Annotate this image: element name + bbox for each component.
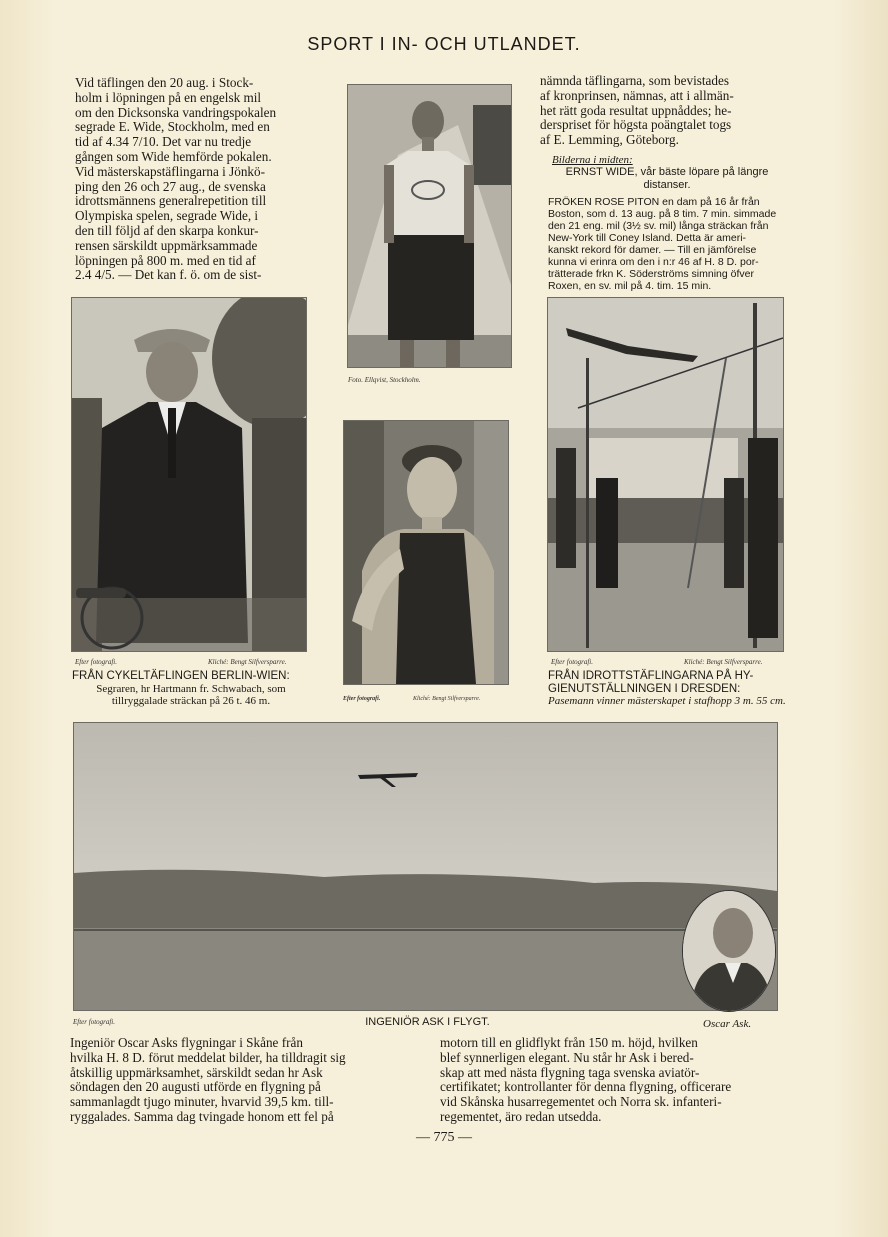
text-line: den till följd af den skarpa konkur-	[75, 222, 259, 238]
photo-plane-panorama	[73, 722, 778, 1011]
text-line: gången som Wide hemförde pokalen.	[75, 148, 272, 164]
text-line: Ingeniör Oscar Asks flygningar i Skåne från	[70, 1035, 303, 1050]
page-header: SPORT I IN- OCH UTLANDET.	[307, 34, 581, 54]
caption-plane: INGENIÖR ASK I FLYGT.	[365, 1016, 490, 1028]
text-line: kunna vi erinra om den i n:r 46 af H. 8 D. por-	[548, 256, 759, 268]
caption-cyclist	[72, 670, 310, 708]
text-line: af E. Lemming, Göteborg.	[540, 132, 679, 148]
text-line: Roxen, en sv. mil på 4. tim. 15 min.	[548, 280, 712, 292]
credit-cyclist-cliche: Kliché: Bengt Silfversparre.	[208, 658, 287, 666]
text-line: 2.4 4/5. — Det kan f. ö. om de sist-	[75, 267, 262, 283]
bottom-left-column	[70, 1036, 413, 1125]
text-line: ping den 26 och 27 aug., de svenska	[75, 178, 266, 194]
article-right-column	[540, 74, 786, 148]
credit-swimmer-cliche: Kliché: Bengt Silfversparre.	[413, 696, 481, 702]
photo-ernst-wide	[347, 84, 512, 368]
caption-cyclist-body: Segraren, hr Hartmann fr. Schwabach, som tillryggalade sträckan på 26 t. 46 m.	[96, 682, 286, 707]
text-line: holm i löpningen på en engelsk mil	[75, 89, 262, 105]
text-line: derspriset för högsta poängtalet togs	[540, 117, 732, 133]
caption-cyclist-title: FRÅN CYKELTÄFLINGEN BERLIN-WIEN:	[72, 670, 290, 682]
text-line: blef synnerligen elegant. Nu står hr Ask i bered-	[440, 1049, 694, 1065]
photo-cyclist	[71, 297, 307, 652]
middle-caption-block	[548, 154, 786, 292]
text-line: Vid mästerskapstäflingarna i Jönkö-	[75, 163, 266, 179]
caption-vault	[548, 670, 788, 708]
text-line: ryggalades. Samma dag tvingade honom ett fel på	[70, 1108, 334, 1124]
bottom-right-column	[440, 1036, 780, 1125]
text-line: den 21 eng. mil (3½ sv. mil) långa sträckan från	[548, 220, 769, 232]
caption-portrait-name: Oscar Ask.	[703, 1018, 752, 1030]
text-line: af kronprinsen, nämnas, att i allmän-	[540, 87, 734, 103]
text-line: Boston, som d. 13 aug. på 8 tim. 7 min. simmade	[548, 208, 777, 220]
credit-wide: Foto. Ellqvist, Stockholm.	[348, 376, 421, 384]
text-line: FRÖKEN ROSE PITON en dam på 16 år från	[548, 196, 760, 208]
text-line: hvilka H. 8 D. förut meddelat bilder, ha tilldragit sig	[70, 1049, 346, 1065]
text-line: tid af 4.34 7/10. Det var nu tredje	[75, 134, 252, 150]
caption-vault-title: FRÅN IDROTTSTÄFLINGARNA PÅ HY-GIENUTSTÄLLNINGEN I DRESDEN:	[548, 670, 754, 695]
credit-vault-cliche: Kliché: Bengt Silfversparre.	[684, 658, 763, 666]
text-line: söndagen den 20 augusti utförde en flygning på	[70, 1079, 321, 1095]
text-line: Vid täflingen den 20 aug. i Stock-	[75, 75, 254, 90]
text-line: motorn till en glidflykt från 150 m. höjd, hvilken	[440, 1035, 698, 1050]
credit-plane-photo: Efter fotografi.	[73, 1018, 115, 1026]
portrait-oscar-ask	[682, 890, 776, 1012]
text-line: segrade E. Wide, Stockholm, med en	[75, 119, 270, 135]
caption-piton	[548, 196, 786, 292]
caption-wide: ERNST WIDE, vår bäste löpare på längre distanser.	[565, 166, 769, 191]
photo-swimmer	[343, 420, 509, 685]
text-line: om den Dicksonska vandringspokalen	[75, 104, 277, 120]
text-line: rensen särskildt uppmärksammade	[75, 237, 258, 253]
text-line: sammanlagdt tjugo minuter, hvarvid 39,5 km. till-	[70, 1094, 334, 1110]
text-line: het rätt goda resultat uppnåddes; he-	[540, 102, 732, 118]
text-line: Olympiska spelen, segrade Wide, i	[75, 208, 259, 224]
caption-heading: Bilderna i midten:	[552, 154, 633, 166]
credit-swimmer-photo: Efter fotografi.	[343, 696, 381, 702]
text-line: kanskt rekord för damer. — Till en jämförelse	[548, 244, 757, 256]
text-line: New-York till Coney Island. Detta är ameri-	[548, 232, 747, 244]
text-line: löpningen på 800 m. med en tid af	[75, 252, 256, 268]
credit-cyclist-photo: Efter fotografi.	[75, 658, 117, 666]
text-line: skap att med nästa flygning taga svenska aviatör-	[440, 1064, 700, 1080]
photo-pole-vault	[547, 297, 784, 652]
text-line: åtskillig uppmärksamhet, särskildt sedan hr Ask	[70, 1064, 323, 1080]
text-line: nämnda täflingarna, som bevistades	[540, 73, 729, 88]
article-left-column	[75, 76, 321, 283]
text-line: idrottsmännens generalrepetition till	[75, 193, 267, 209]
credit-vault-photo: Efter fotografi.	[551, 658, 593, 666]
page-number: — 775 —	[416, 1130, 472, 1145]
text-line: regementet, äro redan utsedda.	[440, 1108, 602, 1124]
text-line: vid Skånska husarregementet och Norra sk. infanteri-	[440, 1094, 722, 1110]
text-line: trätterade frkn K. Söderströms simning öfver	[548, 268, 754, 280]
text-line: certifikatet; kontrollanter för denna flygning, officerare	[440, 1079, 732, 1095]
caption-vault-body: Pasemann vinner mästerskapet i stafhopp 3 m. 55 cm.	[548, 695, 786, 707]
